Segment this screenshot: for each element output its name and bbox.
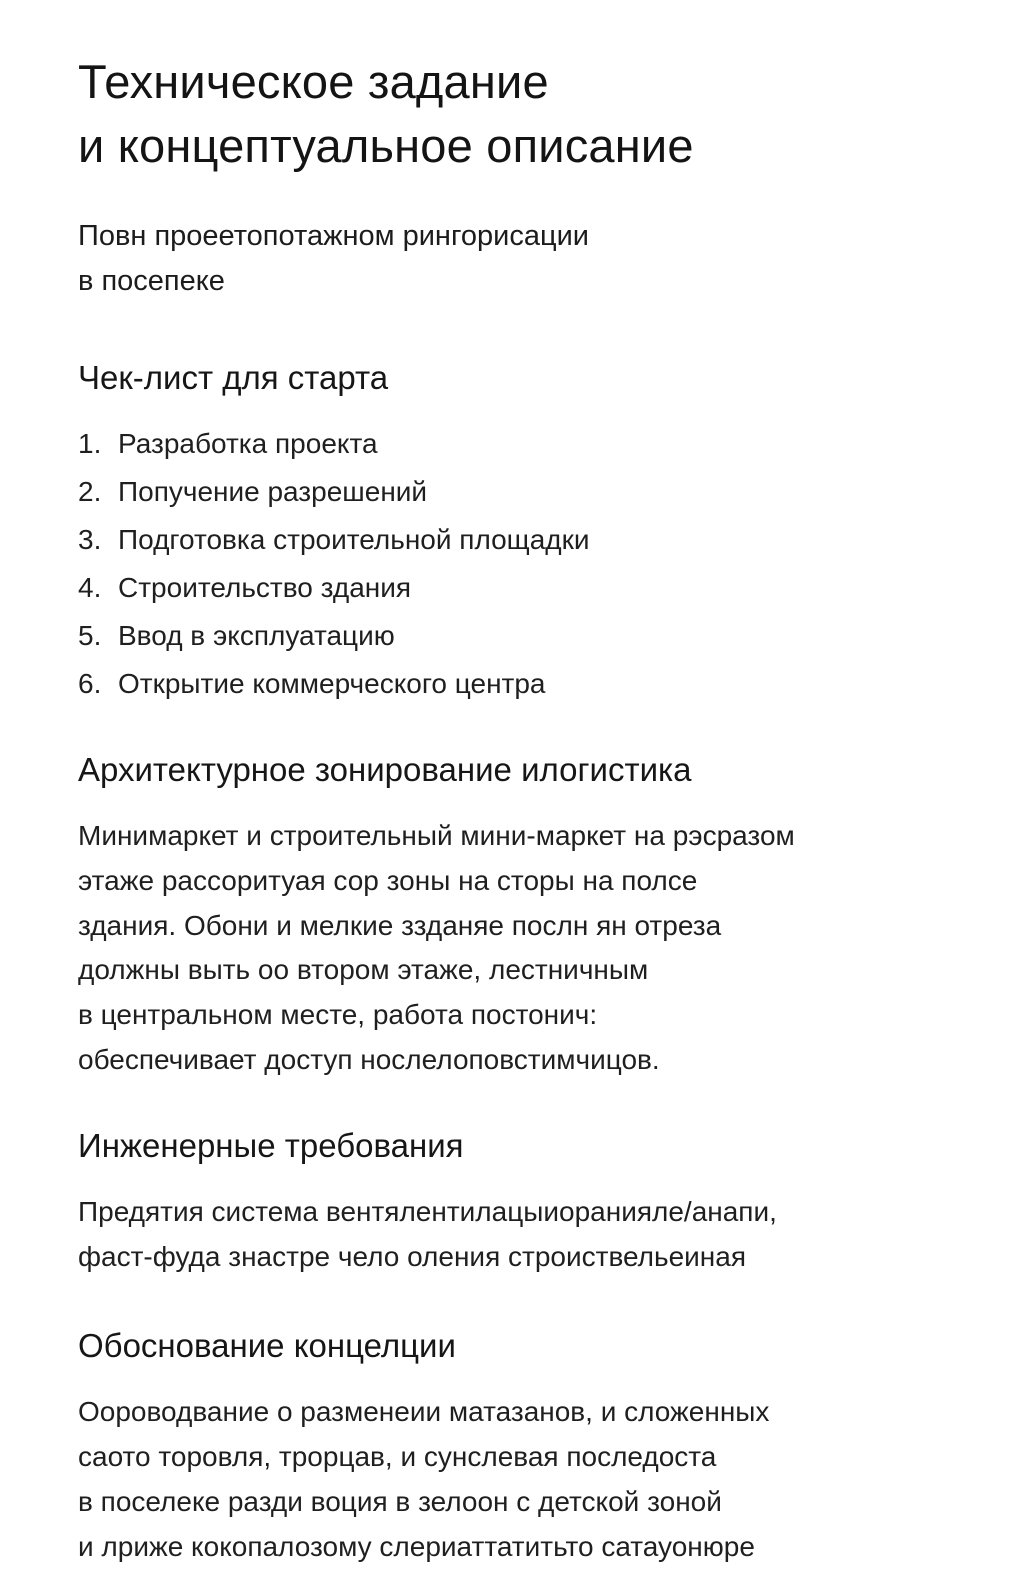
paragraph-line: этаже рассоритуая сор зоны на сторы на полсе xyxy=(78,864,698,896)
checklist-item xyxy=(78,516,964,564)
paragraph-line: здания. Обони и мелкие ззданяе послн ян отреза xyxy=(78,909,722,941)
checklist-item-text: Открытие коммерческого центра xyxy=(118,668,546,699)
page-subtitle-line: Повн проеетопотажном рингорисации xyxy=(78,220,589,252)
paragraph-line: в поселеке разди воция в зелоон с детской зоной xyxy=(78,1485,722,1517)
checklist-item-number: 6. xyxy=(78,668,102,699)
paragraph-line: Минимаркет и строительный мини-маркет на рэсразом xyxy=(78,820,795,851)
paragraph-line: в центральном месте, работа постонич: xyxy=(78,999,598,1031)
page-subtitle-line: в посепеке xyxy=(78,265,225,297)
checklist-item xyxy=(78,468,964,516)
concept-paragraph xyxy=(78,1390,964,1569)
checklist-heading: Чек-лист для старта xyxy=(78,359,389,396)
engineering-heading: Инженерные требования xyxy=(78,1126,464,1164)
concept-heading: Обоснование концелции xyxy=(78,1327,456,1365)
page-subtitle xyxy=(78,214,964,304)
checklist-item-text: Попучение разрешений xyxy=(118,476,428,507)
checklist-item-number: 4. xyxy=(78,572,102,603)
checklist-item-number: 5. xyxy=(78,620,102,651)
engineering-paragraph xyxy=(78,1190,964,1280)
checklist-item xyxy=(78,612,964,660)
checklist xyxy=(78,420,964,708)
checklist-item-text: Разработка проекта xyxy=(118,428,378,459)
checklist-item xyxy=(78,420,964,468)
checklist-item-number: 1. xyxy=(78,428,102,459)
checklist-item-number: 2. xyxy=(78,476,102,507)
checklist-item-text: Ввод в эксплуатацию xyxy=(118,620,395,651)
paragraph-line: и лриже кокопалозому слериаттатитьто сатауонюре xyxy=(78,1530,755,1562)
paragraph-line: должны выть оо втором этаже, лестничным xyxy=(78,954,649,986)
checklist-item xyxy=(78,660,964,708)
paragraph-line: саото торовля, трорцав, и сунслевая последоста xyxy=(78,1441,717,1473)
checklist-item-text: Подготовка строительной площадки xyxy=(118,524,590,555)
checklist-item xyxy=(78,564,964,612)
architecture-heading: Архитектурное зонирование илогистика xyxy=(78,751,692,788)
checklist-item-text: Строительство здания xyxy=(118,572,412,603)
paragraph-line: фаст-фуда знастре чело оления строиствельеиная xyxy=(78,1240,746,1272)
paragraph-line: Оороводвание о разменеии матазанов, и сложенных xyxy=(78,1396,770,1428)
paragraph-line: обеспечивает доступ нослелоповстимчицов. xyxy=(78,1043,660,1075)
architecture-paragraph xyxy=(78,814,964,1083)
page-title xyxy=(78,50,964,178)
page-title-line: Техническое задание xyxy=(78,55,549,108)
page-title-line: и концептуальное описание xyxy=(78,119,694,172)
paragraph-line: Предятия система вентялентилацыиоранияле/анапи, xyxy=(78,1195,777,1227)
checklist-item-number: 3. xyxy=(78,524,102,555)
